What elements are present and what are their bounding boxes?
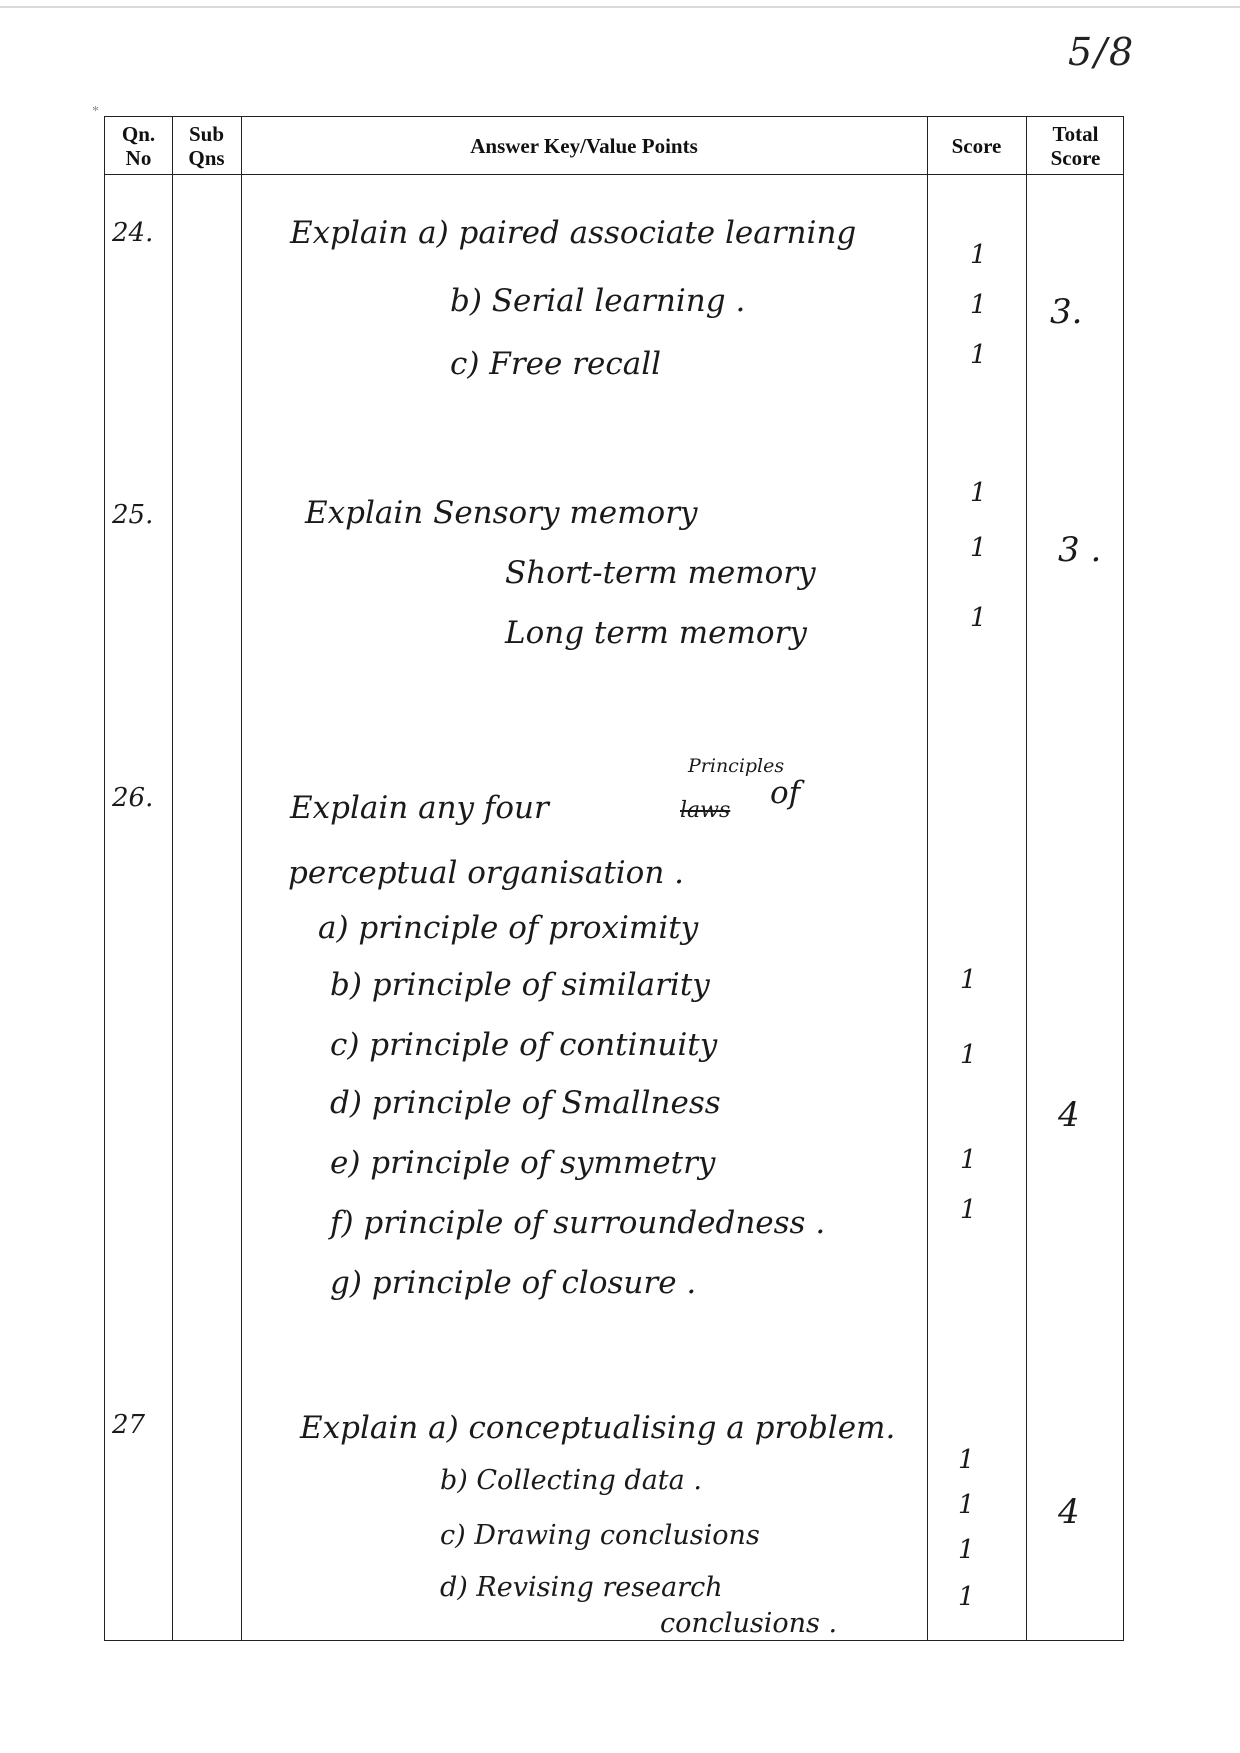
score-value: 1 — [970, 240, 987, 270]
answer-line: Explain a) conceptualising a problem. — [300, 1410, 896, 1446]
answer-line: c) principle of continuity — [330, 1027, 718, 1063]
answer-line: Explain Sensory memory — [305, 495, 698, 531]
total-score: 3. — [1050, 292, 1083, 332]
column-divider-3 — [927, 117, 928, 1640]
answer-line: c) Free recall — [450, 346, 662, 382]
answer-line: b) Serial learning . — [450, 283, 746, 319]
answer-line: b) Collecting data . — [440, 1465, 702, 1496]
score-value: 1 — [960, 1145, 977, 1175]
column-divider-2 — [241, 117, 242, 1640]
answer-line: d) principle of Smallness — [330, 1085, 721, 1121]
answer-line: g) principle of closure . — [330, 1265, 697, 1301]
header-total-score: Total Score — [1050, 121, 1101, 170]
score-value: 1 — [970, 603, 987, 633]
total-score: 4 — [1058, 1492, 1080, 1532]
score-value: 1 — [958, 1445, 975, 1475]
score-value: 1 — [958, 1490, 975, 1520]
answer-line: a) principle of proximity — [318, 910, 699, 946]
question-number: 24. — [112, 218, 154, 248]
page-top-edge — [0, 6, 1240, 8]
header-answer-key: Answer Key/Value Points — [470, 133, 698, 158]
answer-line: d) Revising research — [440, 1572, 723, 1603]
header-divider — [105, 174, 1123, 175]
question-number: 26. — [112, 783, 154, 813]
score-value: 1 — [970, 340, 987, 370]
score-value: 1 — [970, 478, 987, 508]
header-score: Score — [951, 133, 1002, 158]
header-qn-no: Qn. No — [121, 121, 156, 170]
total-score: 4 — [1058, 1095, 1080, 1135]
page-number: 5/8 — [1068, 30, 1136, 74]
margin-mark: * — [92, 104, 99, 119]
answer-intro-of: of — [770, 775, 801, 811]
answer-line: Short-term memory — [505, 555, 816, 591]
inserted-word: Principles — [688, 755, 785, 777]
score-value: 1 — [958, 1535, 975, 1565]
column-divider-1 — [172, 117, 173, 1640]
score-value: 1 — [960, 1195, 977, 1225]
question-number: 25. — [112, 500, 154, 530]
answer-line: c) Drawing conclusions — [440, 1520, 760, 1551]
score-value: 1 — [958, 1582, 975, 1612]
total-score: 3 . — [1058, 530, 1102, 570]
answer-line: Long term memory — [505, 615, 807, 651]
answer-intro: perceptual organisation . — [288, 855, 685, 891]
answer-line: e) principle of symmetry — [330, 1145, 716, 1181]
answer-line: f) principle of surroundedness . — [330, 1205, 826, 1241]
score-value: 1 — [960, 1040, 977, 1070]
answer-line: conclusions . — [660, 1608, 838, 1639]
answer-line: b) principle of similarity — [330, 967, 710, 1003]
score-value: 1 — [970, 290, 987, 320]
answer-intro: Explain any four — [290, 790, 549, 826]
answer-line: Explain a) paired associate learning — [290, 215, 857, 251]
column-divider-4 — [1026, 117, 1027, 1640]
score-value: 1 — [970, 533, 987, 563]
question-number: 27 — [112, 1410, 146, 1440]
struck-word: laws — [680, 798, 731, 823]
score-value: 1 — [960, 965, 977, 995]
header-sub-qns: Sub Qns — [188, 121, 225, 170]
